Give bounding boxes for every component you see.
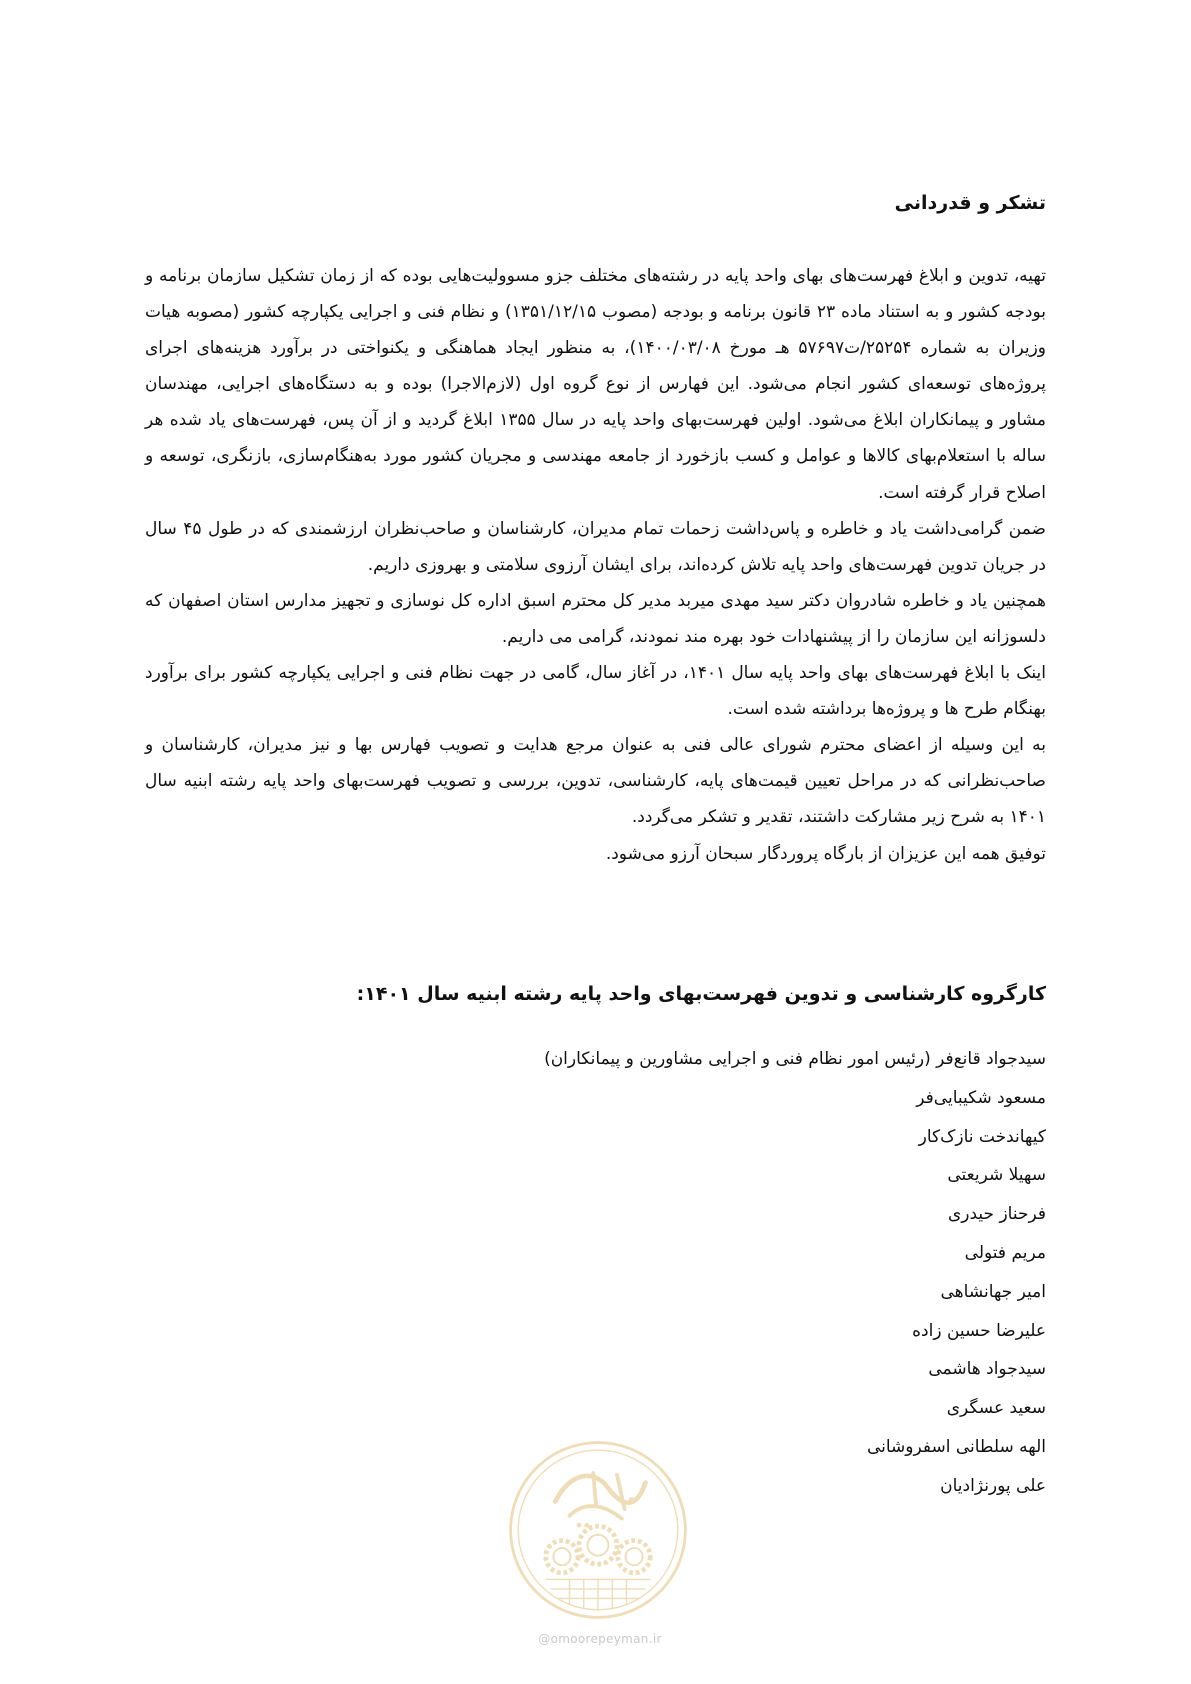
paragraph-thanks: به این وسیله از اعضای محترم شورای عالی فنی به عنوان مرجع هدایت و تصویب فهارس بها و نیز مدیران، کارشناسان و صاحب‌نظرانی که در مراحل تعیین قیمت‌های پایه، کارشناسی، تدوین، بررسی و تصویب فهرست‌بهای واحد پایه رشته ابنیه سال ۱۴۰۱ به شرح زیر مشارکت داشتند، تقدیر و تشکر می‌گردد.	[145, 735, 1046, 828]
team-member: علی پورنژادیان	[940, 1475, 1046, 1496]
team-member: امیر جهانشاهی	[940, 1281, 1046, 1302]
website-watermark: @omoorepeyman.ir	[538, 1632, 662, 1646]
team-member: مریم فتولی	[964, 1242, 1046, 1263]
team-member: مسعود شکیبایی‌فر	[916, 1087, 1046, 1108]
team-member: سهیلا شریعتی	[947, 1165, 1046, 1186]
paragraph-release: اینک با ابلاغ فهرست‌های بهای واحد پایه سال ۱۴۰۱، در آغاز سال، گامی در جهت نظام فنی و اجرایی یکپارچه کشور برای برآورد بهنگام طرح ها و پروژه‌ها برداشته شده است.	[145, 663, 1046, 720]
acknowledgement-body	[145, 258, 1046, 872]
paragraph-tribute: ضمن گرامی‌داشت یاد و خاطره و پاس‌داشت زحمات تمام مدیران، کارشناسان و صاحب‌نظران ارزشمندی که در طول ۴۵ سال در جریان تدوین فهرست‌های واحد پایه تلاش کرده‌اند، برای ایشان آرزوی سلامتی و بهروزی داریم.	[145, 518, 1046, 575]
team-member: سعید عسگری	[946, 1398, 1046, 1419]
team-member: الهه سلطانی اسفروشانی	[866, 1436, 1046, 1457]
paragraph-history: تهیه، تدوین و ابلاغ فهرست‌های بهای واحد پایه در رشته‌های مختلف جزو مسوولیت‌هایی بوده که از زمان تشکیل سازمان برنامه و بودجه کشور و به استناد ماده ۲۳ قانون برنامه و بودجه (مصوب ۱۳۵۱/۱۲/۱۵) و نظام فنی و اجرایی یکپارچه کشور (مصوبه هیات وزیران به شماره ۲۵۲۵۴/ت۵۷۶۹۷ هـ مورخ ۱۴۰۰/۰۳/۰۸)، به منظور ایجاد هماهنگی و یکنواختی در برآورد هزینه‌های اجرای پروژه‌های توسعه‌ای کشور انجام می‌شود. این فهارس از نوع گروه اول (لازم‌الاجرا) بوده و به دستگاه‌های اجرایی، مهندسان مشاور و پیمانکاران ابلاغ می‌شود. اولین فهرست‌بهای واحد پایه در سال ۱۳۵۵ ابلاغ گردید و از آن پس، فهرست‌های یاد شده هر ساله با استعلام‌بهای کالاها و عوامل و کسب بازخورد از جامعه مهندسی و مجریان کشور مورد به‌هنگام‌سازی، بازنگری، توسعه و اصلاح قرار گرفته است.	[145, 266, 1046, 503]
team-member: علیرضا حسین زاده	[912, 1320, 1046, 1341]
team-member: کیهاندخت نازک‌کار	[918, 1126, 1046, 1147]
team-member: سیدجواد قانع‌فر (رئیس امور نظام فنی و اجرایی مشاورین و پیمانکاران)	[544, 1049, 1046, 1069]
seal-logo-icon	[503, 1435, 693, 1625]
team-member: سیدجواد هاشمی	[928, 1359, 1046, 1380]
paragraph-memorial: همچنین یاد و خاطره شادروان دکتر سید مهدی میربد مدیر کل محترم اسبق اداره کل نوسازی و تجهیز مدارس استان اصفهان که دلسوزانه این سازمان را از پیشنهادات خود بهره مند نمودند، گرامی می داریم.	[145, 590, 1046, 647]
team-heading: کارگروه کارشناسی و تدوین فهرست‌بهای واحد پایه رشته ابنیه سال ۱۴۰۱:	[356, 983, 1046, 1005]
team-member: فرحناز حیدری	[947, 1204, 1046, 1225]
acknowledgement-heading: تشکر و قدردانی	[894, 192, 1046, 214]
paragraph-closing: توفیق همه این عزیزان از بارگاه پروردگار سبحان آرزو می‌شود.	[605, 843, 1046, 864]
